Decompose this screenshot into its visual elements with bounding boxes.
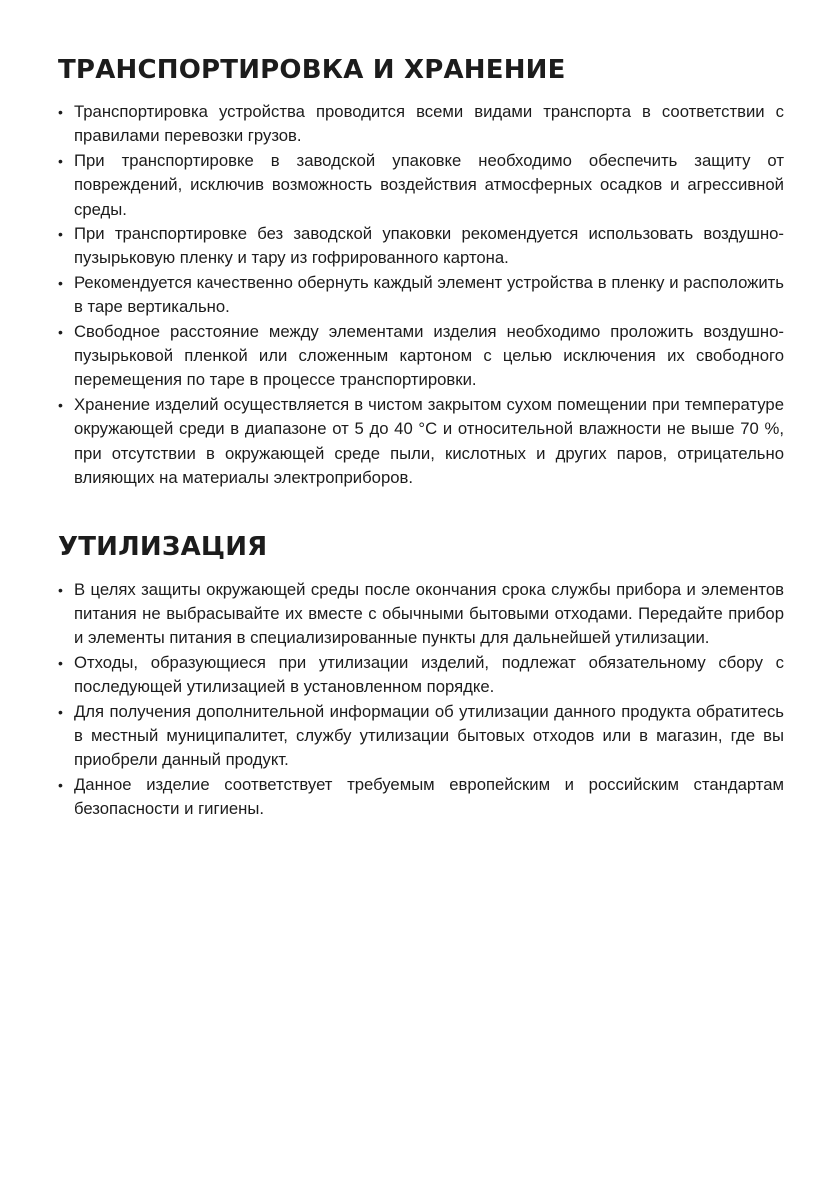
bullet-icon: •: [58, 581, 63, 598]
disposal-list: [58, 578, 784, 822]
document-page: [58, 0, 784, 822]
list-item: [58, 393, 784, 491]
bullet-icon: •: [58, 152, 63, 169]
list-item: [58, 773, 784, 822]
list-item-text: Данное изделие соответствует требуемым европейским и российским стандартам безопасности и гигиены.: [74, 774, 784, 819]
list-item-text: Отходы, образующиеся при утилизации изделий, подлежат обязательному сбору с последующей утилизацией в установленном порядке.: [74, 652, 784, 697]
list-item: [58, 149, 784, 222]
list-item-text: Для получения дополнительной информации об утилизации данного продукта обратитесь в местный муниципалитет, службу утилизации бытовых отходов или в магазин, где вы приобрели данный продукт.: [74, 701, 784, 770]
section-title-transport-storage: ТРАНСПОРТИРОВКА И ХРАНЕНИЕ: [58, 55, 566, 85]
list-item: [58, 651, 784, 700]
list-item-text: Транспортировка устройства проводится всеми видами транспорта в соответствии с правилами перевозки грузов.: [74, 102, 784, 146]
list-item: [58, 578, 784, 651]
list-item: [58, 222, 784, 271]
list-item: [58, 700, 784, 773]
transport-storage-list: [58, 100, 784, 491]
bullet-icon: •: [58, 226, 63, 243]
list-item: [58, 320, 784, 393]
bullet-icon: •: [58, 396, 63, 413]
list-item-text: Рекомендуется качественно обернуть каждый элемент устройства в пленку и расположить в таре вертикально.: [74, 272, 784, 317]
list-item-text: При транспортировке в заводской упаковке необходимо обеспечить защиту от повреждений, исключив возможность воздействия атмосферных осадков и агрессивной среды.: [74, 150, 784, 219]
bullet-icon: •: [58, 104, 63, 120]
section-title-disposal: УТИЛИЗАЦИЯ: [58, 531, 268, 562]
bullet-icon: •: [58, 654, 63, 671]
bullet-icon: •: [58, 776, 63, 793]
list-item: [58, 271, 784, 320]
list-item-text: Свободное расстояние между элементами изделия необходимо проложить воздушно-пузырьковой пленкой или сложенным картоном с целью исключения их свободного перемещения по таре в процессе транспортировки.: [74, 321, 784, 390]
list-item-text: В целях защиты окружающей среды после окончания срока службы прибора и элементов питания не выбрасывайте их вместе с обычными бытовыми отходами. Передайте прибор и элементы питания в специализированные пункты для дальнейшей утилизации.: [74, 579, 784, 648]
bullet-icon: •: [58, 703, 63, 720]
bullet-icon: •: [58, 274, 63, 291]
list-item-text: При транспортировке без заводской упаковки рекомендуется использовать воздушно-пузырьковую пленку и тару из гофрированного картона.: [74, 224, 784, 268]
list-item: [58, 100, 784, 149]
list-item-text: Хранение изделий осуществляется в чистом закрытом сухом помещении при температуре окружающей среди в диапазоне от 5 до 40 °С и относительной влажности не выше 70 %, при отсутствии в окружающей среде пыли, кислотных и других паров, отрицательно влияющих на материалы электроприборов.: [74, 394, 784, 488]
bullet-icon: •: [58, 323, 63, 340]
